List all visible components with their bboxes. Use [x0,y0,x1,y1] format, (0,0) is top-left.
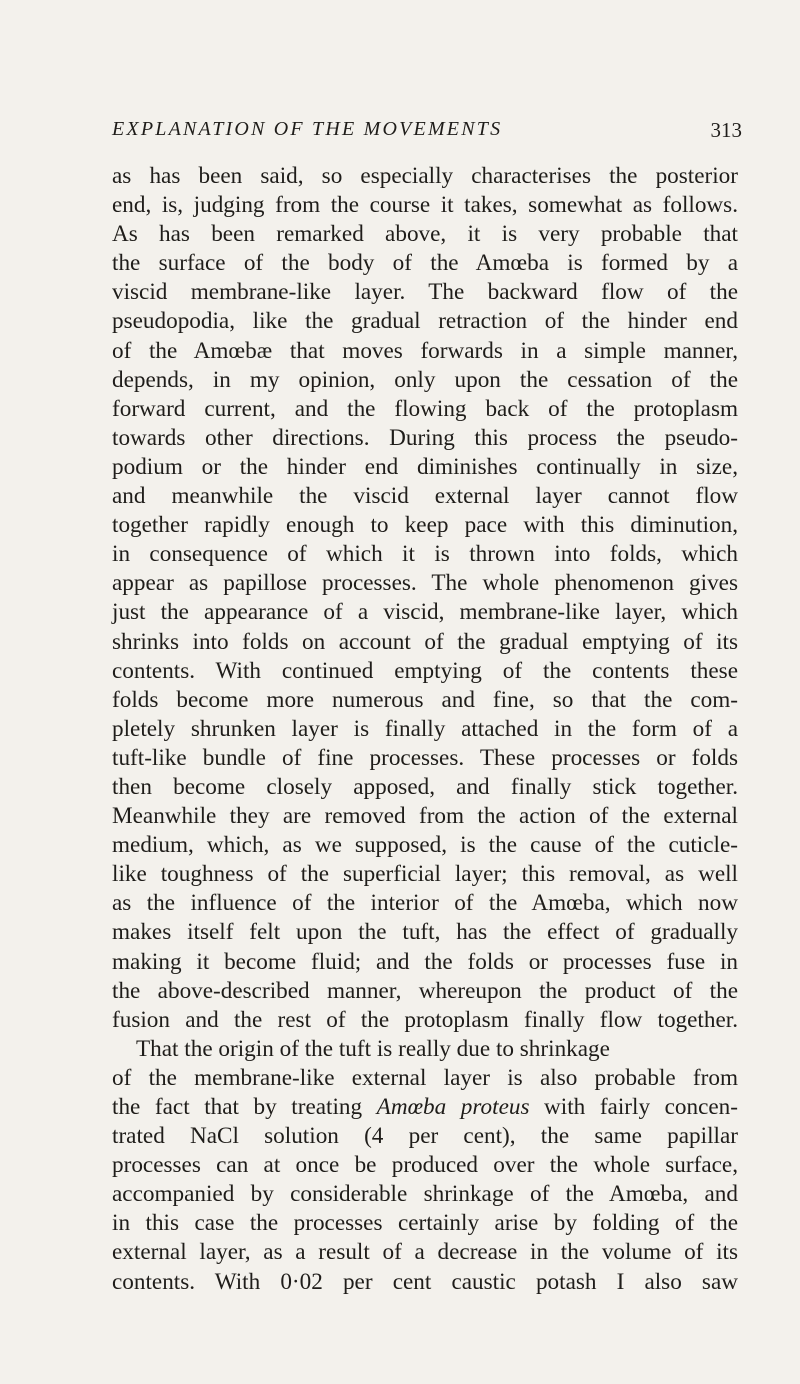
text-line: processes can at once be produced over the whole surface, [112,1152,738,1179]
text-line: as has been said, so especially characterises the posterior [112,163,738,189]
text-line: podium or the hinder end diminishes continually in size, [112,453,738,480]
body-text [112,162,738,1297]
text-line [112,1093,738,1122]
text-line: Meanwhile they are removed from the action of the external [112,803,738,830]
text-line: viscid membrane-like layer. The backward flow of the [112,279,738,306]
running-title: EXPLANATION OF THE MOVEMENTS [112,118,503,140]
text-line: As has been remarked above, it is very probable that [112,221,738,248]
text-line: just the appearance of a viscid, membrane-like layer, which [112,599,738,626]
text-line: makes itself felt upon the tuft, has the effect of gradually [112,919,738,946]
text-line: contents. With 0·02 per cent caustic potash I also saw [112,1268,738,1295]
text-line: That the origin of the tuft is really due to shrinkage [136,1035,610,1062]
text-line: forward current, and the flowing back of the protoplasm [112,395,738,422]
text-line: the surface of the body of the Amœba is formed by a [112,250,738,277]
text-line: appear as papillose processes. The whole phenomenon gives [112,570,738,597]
text-segment: with fairly concen- [529,1094,738,1120]
text-line: depends, in my opinion, only upon the cessation of the [112,366,738,393]
text-line: like toughness of the superficial layer; this removal, as well [112,861,738,888]
text-line: external layer, as a result of a decrease in the volume of its [112,1239,738,1266]
text-line: making it become fluid; and the folds or processes fuse in [112,948,738,975]
text-line: trated NaCl solution (4 per cent), the same papillar [112,1123,738,1150]
page-number: 313 [710,118,742,142]
text-line: pletely shrunken layer is finally attached in the form of a [112,715,738,742]
text-line: and meanwhile the viscid external layer cannot flow [112,483,738,510]
text-line: then become closely apposed, and finally stick together. [112,773,738,800]
running-head [112,118,742,148]
text-line: contents. With continued emptying of the contents these [112,657,738,684]
text-line: towards other directions. During this process the pseudo- [112,424,738,451]
text-line: folds become more numerous and fine, so that the com- [112,686,738,713]
text-line: end, is, judging from the course it takes, somewhat as follows. [112,192,738,219]
text-line: accompanied by considerable shrinkage of the Amœba, and [112,1181,738,1208]
text-line: in this case the processes certainly arise by folding of the [112,1210,738,1237]
text-line: together rapidly enough to keep pace with this diminution, [112,512,738,539]
text-line: of the Amœbæ that moves forwards in a simple manner, [112,337,738,364]
text-segment: the fact that by treating [112,1094,377,1120]
text-line: in consequence of which it is thrown into folds, which [112,541,738,568]
text-line: the above-described manner, whereupon the product of the [112,977,738,1004]
text-line: medium, which, as we supposed, is the cause of the cuticle- [112,832,738,859]
text-line: fusion and the rest of the protoplasm finally flow together. [112,1006,738,1033]
text-line: as the influence of the interior of the Amœba, which now [112,890,738,917]
italic-species-name: Amœba proteus [376,1094,530,1120]
text-line: tuft-like bundle of fine processes. These processes or folds [112,744,738,771]
text-line: pseudopodia, like the gradual retraction of the hinder end [112,308,738,335]
text-line: of the membrane-like external layer is also probable from [112,1064,738,1091]
text-line: shrinks into folds on account of the gradual emptying of its [112,628,738,655]
